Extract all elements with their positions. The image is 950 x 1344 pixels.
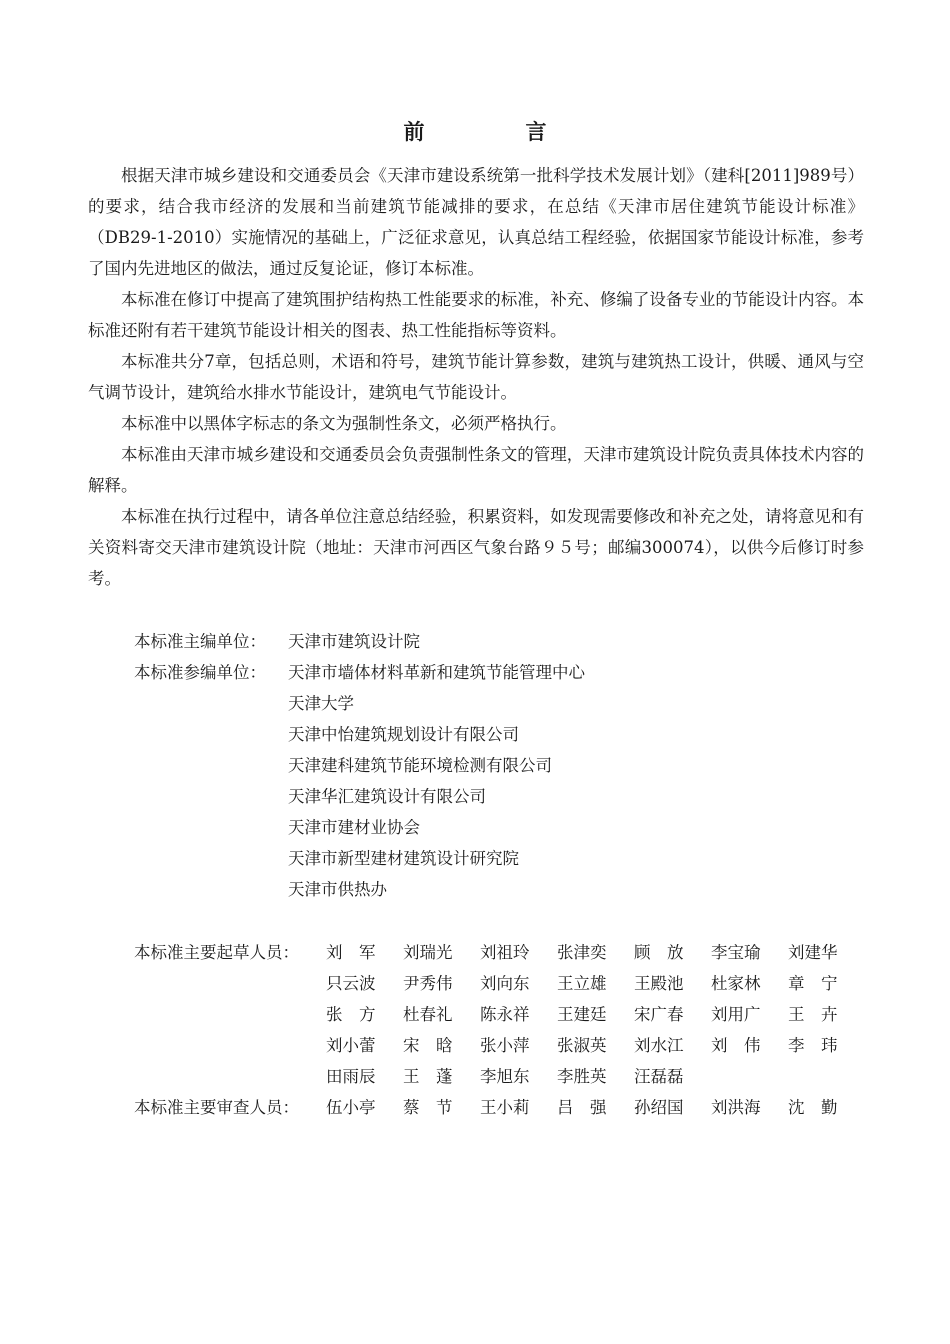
reviewer-name: 伍小亭 xyxy=(326,1098,376,1117)
chief-editor: 天津市建筑设计院 xyxy=(288,632,420,651)
participants-row xyxy=(134,657,585,688)
drafter-name: 顾 放 xyxy=(634,943,684,962)
drafter-name: 刘 伟 xyxy=(711,1036,761,1055)
drafter-name: 杜家林 xyxy=(711,974,761,993)
participant: 天津市新型建材建筑设计研究院 xyxy=(288,849,519,868)
drafter-name: 田雨辰 xyxy=(326,1067,376,1086)
paragraph: 本标准在执行过程中，请各单位注意总结经验，积累资料，如发现需要修改和补充之处，请将意见和有关资料寄交天津市建筑设计院（地址：天津市河西区气象台路９５号；邮编300074），以供今后修订时参考。 xyxy=(88,507,864,588)
drafter-name: 只云波 xyxy=(326,974,376,993)
drafter-name: 李旭东 xyxy=(480,1067,530,1086)
drafter-name: 王立雄 xyxy=(557,974,607,993)
drafters-row xyxy=(134,968,865,999)
participant: 天津市墙体材料革新和建筑节能管理中心 xyxy=(288,663,585,682)
drafter-name: 王 卉 xyxy=(788,1005,838,1024)
paragraph: 本标准在修订中提高了建筑围护结构热工性能要求的标准，补充、修编了设备专业的节能设计内容。本标准还附有若干建筑节能设计相关的图表、热工性能指标等资料。 xyxy=(88,290,864,340)
drafter-name: 尹秀伟 xyxy=(403,974,453,993)
drafter-name: 王建廷 xyxy=(557,1005,607,1024)
participant: 天津华汇建筑设计有限公司 xyxy=(288,787,486,806)
drafters-row xyxy=(134,1061,865,1092)
drafters-label: 本标准主要起草人员： xyxy=(134,943,299,962)
chief-editor-label: 本标准主编单位： xyxy=(134,632,266,651)
drafter-name: 刘瑞光 xyxy=(403,943,453,962)
reviewer-name: 沈 勤 xyxy=(788,1098,838,1117)
drafter-name: 刘小蕾 xyxy=(326,1036,376,1055)
paragraph: 本标准共分7章，包括总则，术语和符号，建筑节能计算参数，建筑与建筑热工设计，供暖、通风与空气调节设计，建筑给水排水节能设计，建筑电气节能设计。 xyxy=(88,352,864,402)
drafter-name: 汪磊磊 xyxy=(634,1067,684,1086)
participant: 天津中怡建筑规划设计有限公司 xyxy=(288,725,519,744)
drafters-row xyxy=(134,999,865,1030)
participant: 天津建科建筑节能环境检测有限公司 xyxy=(288,756,552,775)
participant: 天津市建材业协会 xyxy=(288,818,420,837)
page-title: 前 言 xyxy=(403,119,587,144)
drafter-name: 刘用广 xyxy=(711,1005,761,1024)
drafter-name: 张津奕 xyxy=(557,943,607,962)
drafter-name: 陈永祥 xyxy=(480,1005,530,1024)
drafter-name: 张小萍 xyxy=(480,1036,530,1055)
paragraph: 本标准中以黑体字标志的条文为强制性条文，必须严格执行。 xyxy=(121,414,567,433)
paragraph: 根据天津市城乡建设和交通委员会《天津市建设系统第一批科学技术发展计划》（建科[2011]989号）的要求，结合我市经济的发展和当前建筑节能减排的要求，在总结《天津市居住建筑节能设计标准》（DB29-1-2010）实施情况的基础上，广泛征求意见，认真总结工程经验，依据国家节能设计标准，参考了国内先进地区的做法，通过反复论证，修订本标准。 xyxy=(88,166,864,278)
chief-editor-row xyxy=(134,626,585,657)
drafter-name: 王 蓬 xyxy=(403,1067,453,1086)
drafter-name: 张 方 xyxy=(326,1005,376,1024)
drafter-name: 章 宁 xyxy=(788,974,838,993)
participant: 天津大学 xyxy=(288,694,354,713)
reviewer-name: 刘洪海 xyxy=(711,1098,761,1117)
reviewer-name: 吕 强 xyxy=(557,1098,607,1117)
drafter-name: 宋 晗 xyxy=(403,1036,453,1055)
reviewers-label: 本标准主要审查人员： xyxy=(134,1098,299,1117)
drafter-name: 刘水江 xyxy=(634,1036,684,1055)
drafter-name: 刘向东 xyxy=(480,974,530,993)
reviewers-row xyxy=(134,1092,865,1123)
drafter-name: 刘建华 xyxy=(788,943,838,962)
drafter-name: 杜春礼 xyxy=(403,1005,453,1024)
drafter-name: 宋广春 xyxy=(634,1005,684,1024)
participants-label: 本标准参编单位： xyxy=(134,663,266,682)
drafters-row xyxy=(134,937,865,968)
reviewer-name: 蔡 节 xyxy=(403,1098,453,1117)
drafter-name: 李胜英 xyxy=(557,1067,607,1086)
drafter-name: 刘 军 xyxy=(326,943,376,962)
drafter-name: 李 玮 xyxy=(788,1036,838,1055)
preface-body xyxy=(88,160,864,594)
drafter-name: 张淑英 xyxy=(557,1036,607,1055)
drafters-row xyxy=(134,1030,865,1061)
drafter-name: 王殿池 xyxy=(634,974,684,993)
paragraph: 本标准由天津市城乡建设和交通委员会负责强制性条文的管理，天津市建筑设计院负责具体技术内容的解释。 xyxy=(88,445,864,495)
drafter-name: 李宝瑜 xyxy=(711,943,761,962)
drafter-name: 刘祖玲 xyxy=(480,943,530,962)
organizations xyxy=(134,626,585,905)
people-section xyxy=(134,937,865,1123)
reviewer-name: 王小莉 xyxy=(480,1098,530,1117)
participant: 天津市供热办 xyxy=(288,880,387,899)
reviewer-name: 孙绍国 xyxy=(634,1098,684,1117)
